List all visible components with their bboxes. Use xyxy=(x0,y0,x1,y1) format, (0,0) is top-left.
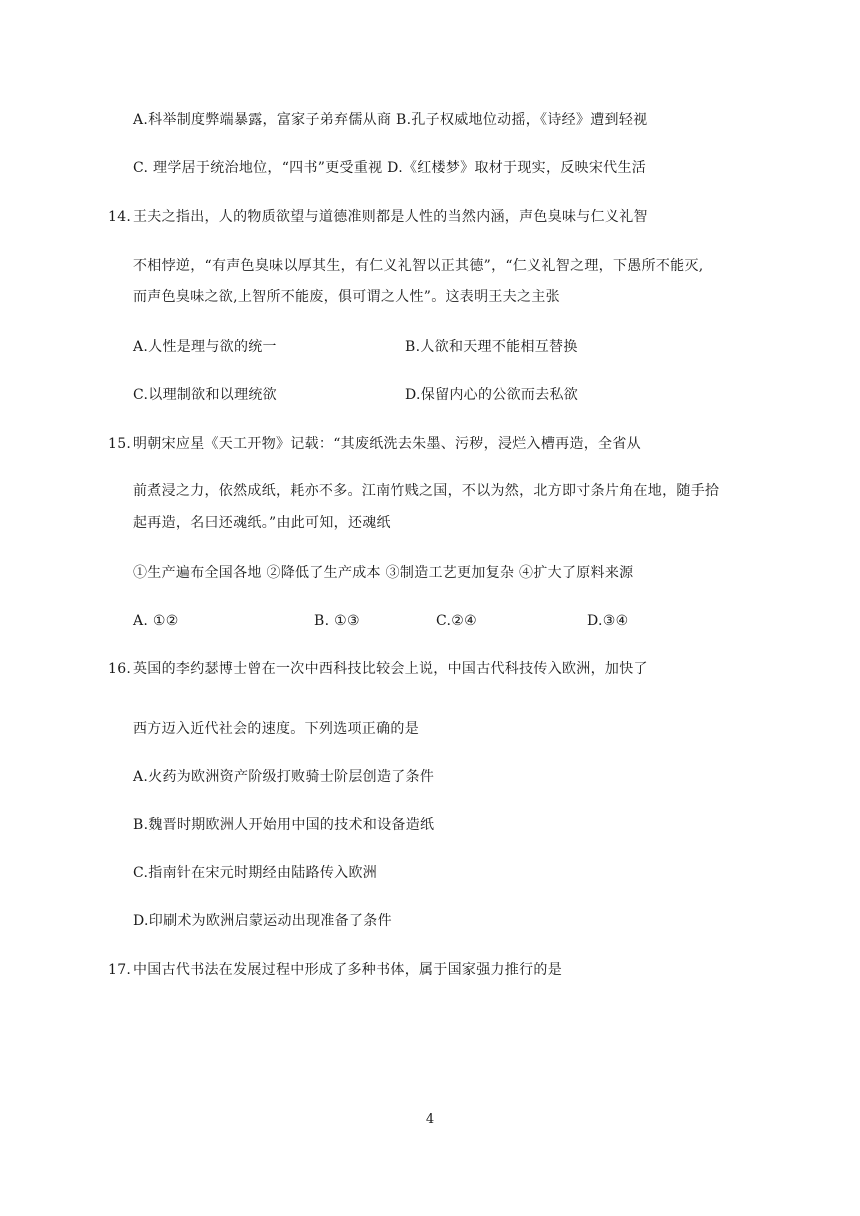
q15-option-c: C.②④ xyxy=(436,613,477,629)
q14-stem-line-3: 而声色臭味之欲,上智所不能废，俱可谓之人性”。这表明王夫之主张 xyxy=(133,289,560,305)
q17-stem-line-1: 中国古代书法在发展过程中形成了多种书体，属于国家强力推行的是 xyxy=(133,962,562,978)
q15-items: ①生产遍布全国各地 ②降低了生产成本 ③制造工艺更加复杂 ④扩大了原料来源 xyxy=(133,565,634,581)
q17-number: 17. xyxy=(108,962,132,978)
page-number: 4 xyxy=(425,1112,435,1127)
q14-stem-line-1: 王夫之指出，人的物质欲望与道德准则都是人性的当然内涵，声色臭味与仁义礼智 xyxy=(133,209,648,225)
q15-stem-line-2: 前煮浸之力，依然成纸，耗亦不多。江南竹贱之国，不以为然，北方即寸条片角在地，随手拾 xyxy=(133,483,720,499)
q14-option-b: B.人欲和天理不能相互替换 xyxy=(405,339,578,355)
q13-option-cd: C. 理学居于统治地位，“四书”更受重视 D.《红楼梦》取材于现实，反映宋代生活 xyxy=(133,160,647,176)
q14-option-a: A.人性是理与欲的统一 xyxy=(133,339,277,355)
q15-stem-line-3: 起再造，名曰还魂纸。”由此可知，还魂纸 xyxy=(133,515,391,531)
q15-option-a: A. ①② xyxy=(133,613,179,629)
q16-option-b: B.魏晋时期欧洲人开始用中国的技术和设备造纸 xyxy=(133,817,435,833)
q16-option-c: C.指南针在宋元时期经由陆路传入欧洲 xyxy=(133,865,378,881)
q14-number: 14. xyxy=(108,209,132,225)
q15-option-b: B. ①③ xyxy=(314,613,360,629)
q15-stem-line-1: 明朝宋应星《天工开物》记载：“其废纸洗去朱墨、污秽，浸烂入槽再造，全省从 xyxy=(133,436,641,452)
q16-number: 16. xyxy=(108,661,132,677)
q16-stem-line-2: 西方迈入近代社会的速度。下列选项正确的是 xyxy=(133,721,419,737)
q16-stem-line-1: 英国的李约瑟博士曾在一次中西科技比较会上说，中国古代科技传入欧洲，加快了 xyxy=(133,661,648,677)
q16-option-a: A.火药为欧洲资产阶级打败骑士阶层创造了条件 xyxy=(133,769,435,785)
q14-option-d: D.保留内心的公欲而去私欲 xyxy=(405,387,579,403)
q15-option-d: D.③④ xyxy=(587,613,629,629)
q14-option-c: C.以理制欲和以理统欲 xyxy=(133,387,277,403)
q16-option-d: D.印刷术为欧洲启蒙运动出现准备了条件 xyxy=(133,913,392,929)
q13-option-ab: A.科举制度弊端暴露，富家子弟弃儒从商 B.孔子权威地位动摇，《诗经》遭到轻视 xyxy=(133,112,648,128)
q14-stem-line-2: 不相悖逆，“有声色臭味以厚其生，有仁义礼智以正其德”，“仁义礼智之理，下愚所不能灭, xyxy=(133,258,704,274)
q15-number: 15. xyxy=(108,436,132,452)
